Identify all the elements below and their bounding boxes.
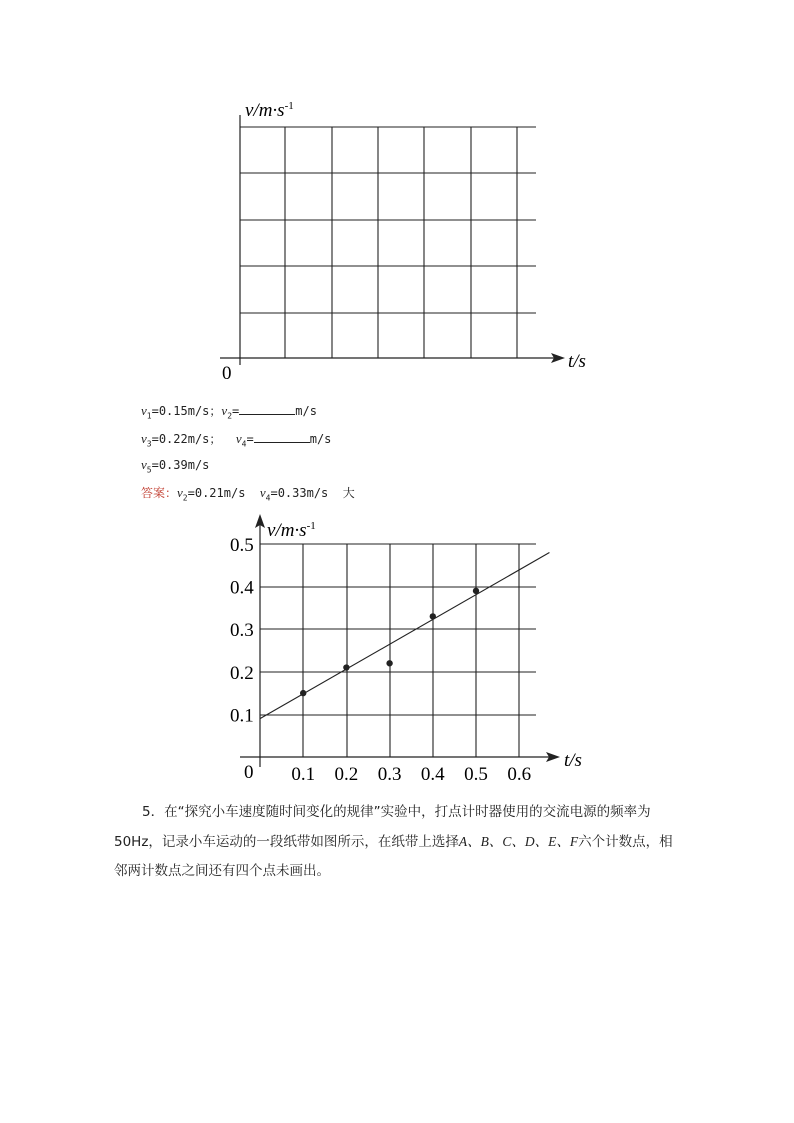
y-tick-label: 0.5 [230, 535, 254, 556]
x-tick-label: 0.3 [377, 764, 402, 785]
v2-blank[interactable] [239, 403, 295, 415]
v4-blank[interactable] [254, 431, 310, 443]
x-tick-label: 0.4 [420, 764, 445, 785]
question-line-3: 邻两计数点之间还有四个点未画出。 [114, 863, 330, 879]
empty-chart-x-label: t/s [568, 351, 586, 372]
y-tick-label: 0.4 [230, 577, 254, 599]
data-point [300, 690, 306, 696]
empty-chart-origin: 0 [222, 363, 232, 384]
answer-chart-y-label: $v/m\cdot s^{-1}$ [267, 520, 316, 541]
x-tick-label: 0.6 [507, 764, 532, 785]
answer-line: 答案：$v_2=0.21m/s$ $v_4=0.33m/s$ 大 [141, 485, 355, 503]
v1-v2-line: $v_1=0.15m/s$；$v_2= m/s$ [141, 403, 317, 421]
answer-chart-x-ticks [291, 764, 531, 785]
v3-v4-line: $v_3=0.22m/s$； $v_4= m/s$ [141, 431, 332, 449]
y-tick-label: 0.1 [230, 705, 254, 727]
v5-line: $v_5=0.39m/s$ [141, 457, 210, 475]
answer-chart-grid [260, 544, 536, 757]
y-tick-label: 0.2 [230, 662, 254, 684]
x-tick-label: 0.2 [334, 764, 359, 785]
empty-chart-grid [240, 127, 536, 358]
answer-chart-origin: 0 [244, 762, 254, 783]
question-line-1: 5．在“探究小车速度随时间变化的规律”实验中，打点计时器使用的交流电源的频率为 [142, 804, 651, 820]
answer-chart-y-ticks [230, 535, 254, 726]
y-tick-label: 0.3 [230, 620, 254, 642]
x-tick-label: 0.5 [464, 764, 488, 785]
data-point [473, 588, 479, 594]
question-5 [114, 798, 694, 886]
data-point [386, 660, 392, 666]
data-point [343, 664, 349, 670]
answer-chart-x-label: t/s [564, 750, 582, 771]
empty-chart-y-label: $v/m\cdot s^{-1}$ [245, 100, 294, 121]
empty-grid-chart [210, 95, 600, 395]
question-line-2: 50Hz，记录小车运动的一段纸带如图所示，在纸带上选择A、B、C、D、E、F六个计数点，相 [114, 834, 673, 850]
x-tick-label: 0.1 [291, 764, 316, 785]
answer-chart [220, 512, 600, 797]
answer-label: 答案： [141, 486, 178, 500]
data-point [430, 613, 436, 619]
